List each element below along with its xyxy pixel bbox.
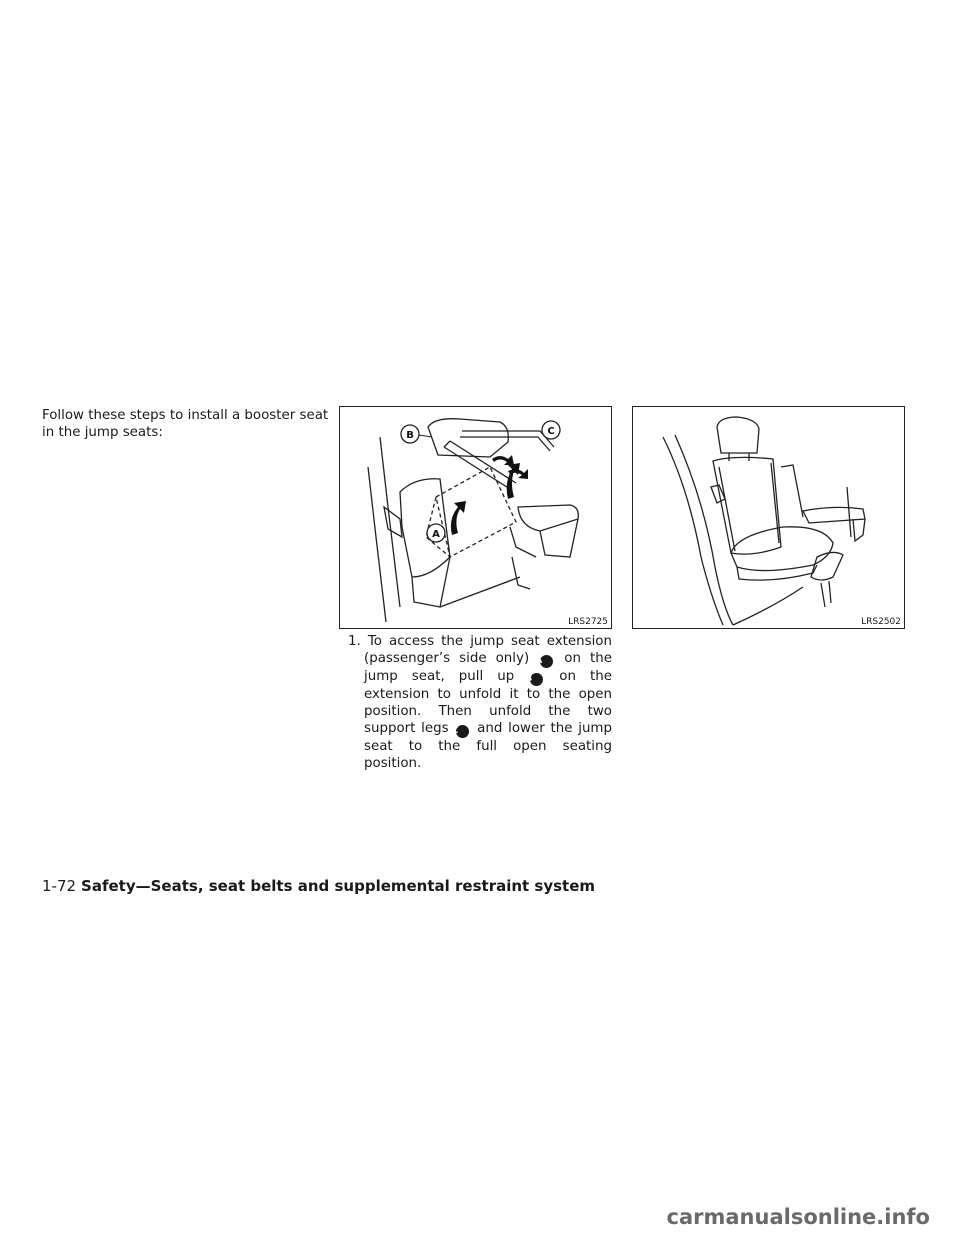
figure-code: LRS2725 <box>568 617 608 627</box>
step-text-part3: on the extension to unfold it to the open position. Then unfold the two support legs <box>364 669 612 736</box>
page-number: 1-72 <box>42 877 77 895</box>
svg-text:C: C <box>547 426 555 437</box>
intro-paragraph: Follow these steps to install a booster seat in the jump seats: <box>42 408 329 440</box>
figure-jump-seat-open <box>632 406 905 629</box>
step-text-part1: To access the jump seat extension (passenger’s side only) <box>364 634 612 666</box>
step-text-part2: on the jump seat, pull up <box>364 651 612 684</box>
step-number: 1. <box>348 634 361 649</box>
figure-code: LRS2502 <box>861 617 901 627</box>
svg-text:A: A <box>432 529 440 540</box>
jump-seat-open-illustration <box>633 407 904 628</box>
jump-seat-extension-illustration <box>340 407 611 628</box>
watermark: carmanualsonline.info <box>666 1205 930 1229</box>
step-text-part4: and lower the jump seat to the full open seating position. <box>364 721 612 771</box>
marker-b: B <box>530 673 543 686</box>
page-footer <box>42 877 595 895</box>
svg-text:B: B <box>406 430 414 441</box>
section-title: Safety—Seats, seat belts and supplemental restraint system <box>81 877 596 895</box>
marker-c: C <box>456 725 469 738</box>
figure-jump-seat-extension <box>339 406 612 629</box>
marker-a: A <box>540 655 553 668</box>
step-1 <box>348 633 612 772</box>
